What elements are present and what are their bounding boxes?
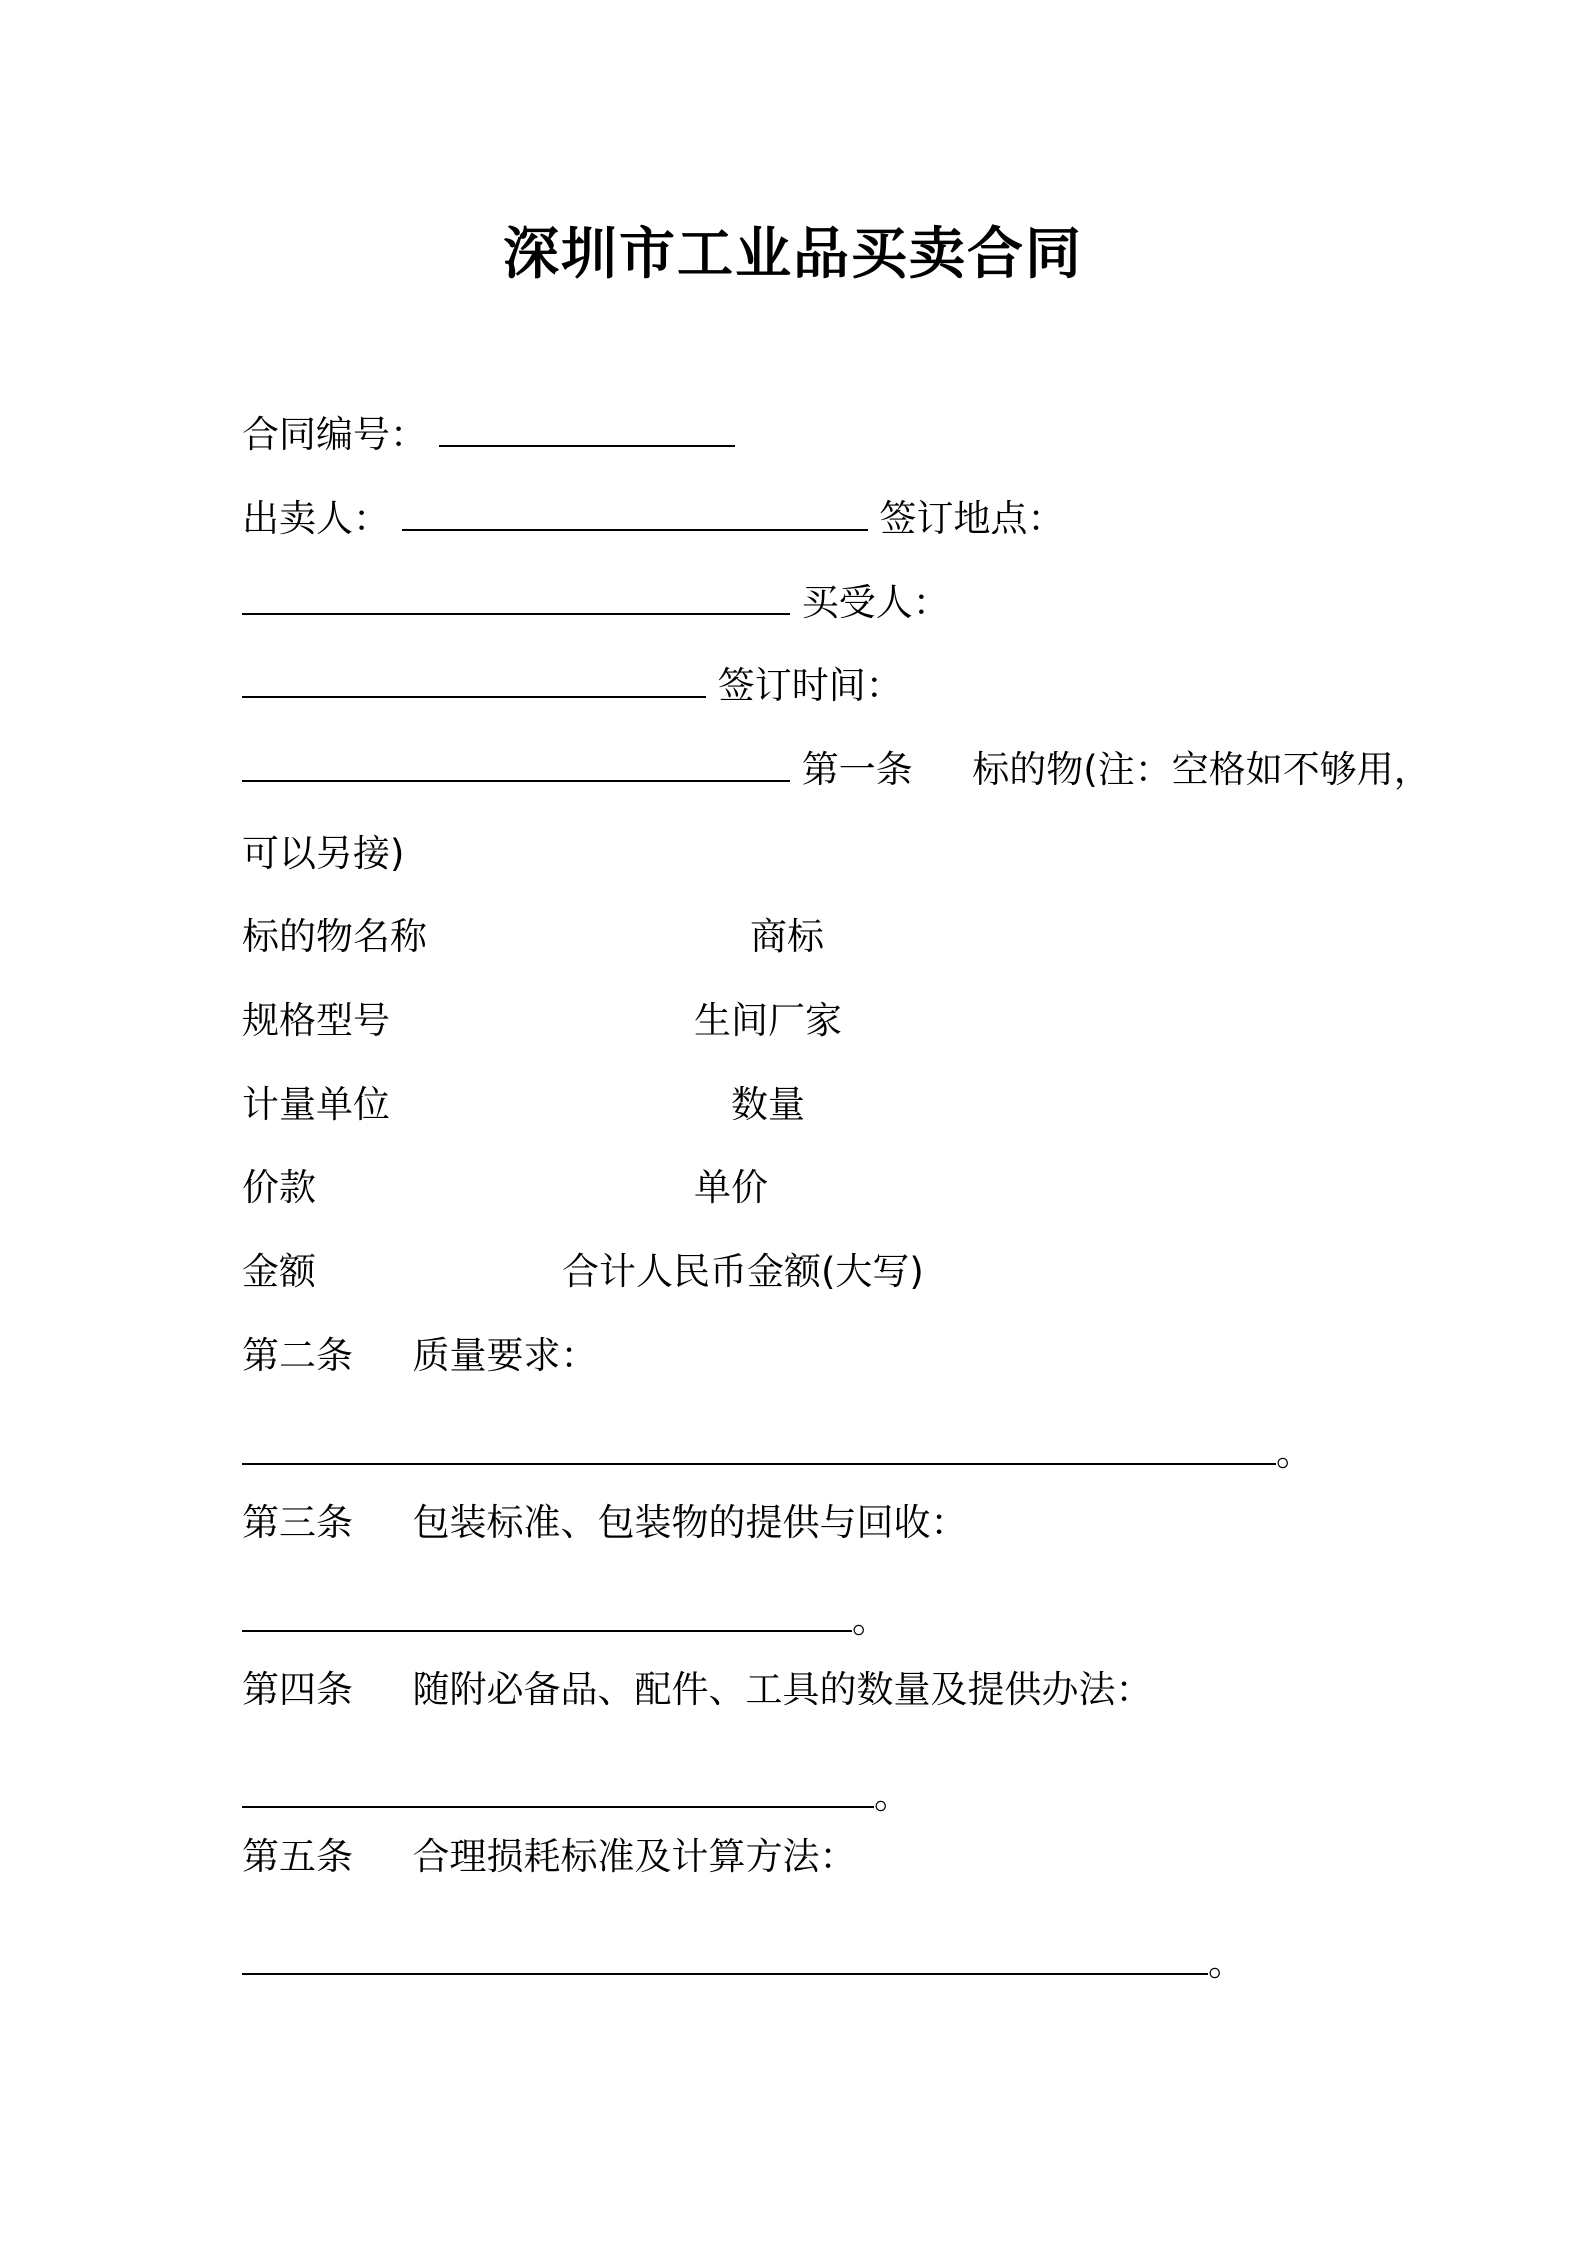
article2-blank: [242, 1433, 1276, 1465]
article4-period: 。: [874, 1774, 911, 1817]
article3-period: 。: [852, 1598, 889, 1641]
article5-text: 合理损耗标准及计算方法：: [412, 1835, 857, 1878]
article2-text: 质量要求：: [412, 1334, 598, 1377]
article3-text: 包装标准、包装物的提供与回收：: [412, 1501, 968, 1544]
buyer-blank: [242, 666, 706, 698]
article4-line: [242, 1667, 1153, 1713]
article3-blank: [242, 1600, 852, 1632]
field-brand-label: 商标: [750, 915, 824, 958]
article5-heading: 第五条: [242, 1835, 353, 1878]
article2-blank-line: [242, 1430, 1313, 1476]
sign-place-line: [242, 580, 950, 626]
article5-period: 。: [1208, 1941, 1245, 1984]
article4-blank-line: [242, 1773, 911, 1819]
field-amount-label: 金额: [242, 1250, 316, 1293]
contract-number-blank: [439, 415, 735, 447]
sign-place-blank: [242, 583, 790, 615]
article4-blank: [242, 1776, 874, 1808]
article3-heading: 第三条: [242, 1501, 353, 1544]
article4-heading: 第四条: [242, 1668, 353, 1711]
article3-line: [242, 1500, 968, 1546]
seller-blank: [402, 499, 868, 531]
field-qty-label: 数量: [731, 1083, 805, 1126]
field-price-label: 价款: [242, 1166, 316, 1209]
article2-line: [242, 1333, 598, 1379]
article1-heading: 第一条: [801, 748, 913, 791]
article1-continuation: 可以另接): [242, 832, 405, 875]
sign-time-blank: [242, 750, 790, 782]
field-unit-price-label: 单价: [694, 1166, 768, 1209]
article4-text: 随附必备品、配件、工具的数量及提供办法：: [412, 1668, 1153, 1711]
article5-blank: [242, 1943, 1208, 1975]
sign-place-label: 签订地点：: [879, 497, 1065, 540]
buyer-line: [242, 663, 903, 709]
contract-number-line: [242, 412, 735, 458]
article2-heading: 第二条: [242, 1334, 353, 1377]
article5-line: [242, 1834, 857, 1880]
sign-time-label: 签订时间：: [717, 664, 903, 707]
seller-line: [242, 496, 1065, 542]
field-spec-label: 规格型号: [242, 999, 390, 1042]
seller-label: 出卖人：: [242, 497, 390, 540]
article3-blank-line: [242, 1597, 889, 1643]
field-total-rmb-label: 合计人民币金额(大写): [562, 1250, 924, 1293]
buyer-label: 买受人：: [801, 581, 950, 624]
article5-blank-line: [242, 1940, 1245, 1986]
article1-text: 标的物(注：空格如不够用，: [972, 748, 1431, 791]
article2-period: 。: [1276, 1431, 1313, 1474]
field-maker-label: 生间厂家: [694, 999, 842, 1042]
document-title: 深圳市工业品买卖合同: [503, 222, 1083, 287]
sign-time-line: [242, 747, 1431, 793]
field-unit-label: 计量单位: [242, 1083, 390, 1126]
contract-number-label: 合同编号：: [242, 413, 427, 456]
field-name-label: 标的物名称: [242, 915, 427, 958]
